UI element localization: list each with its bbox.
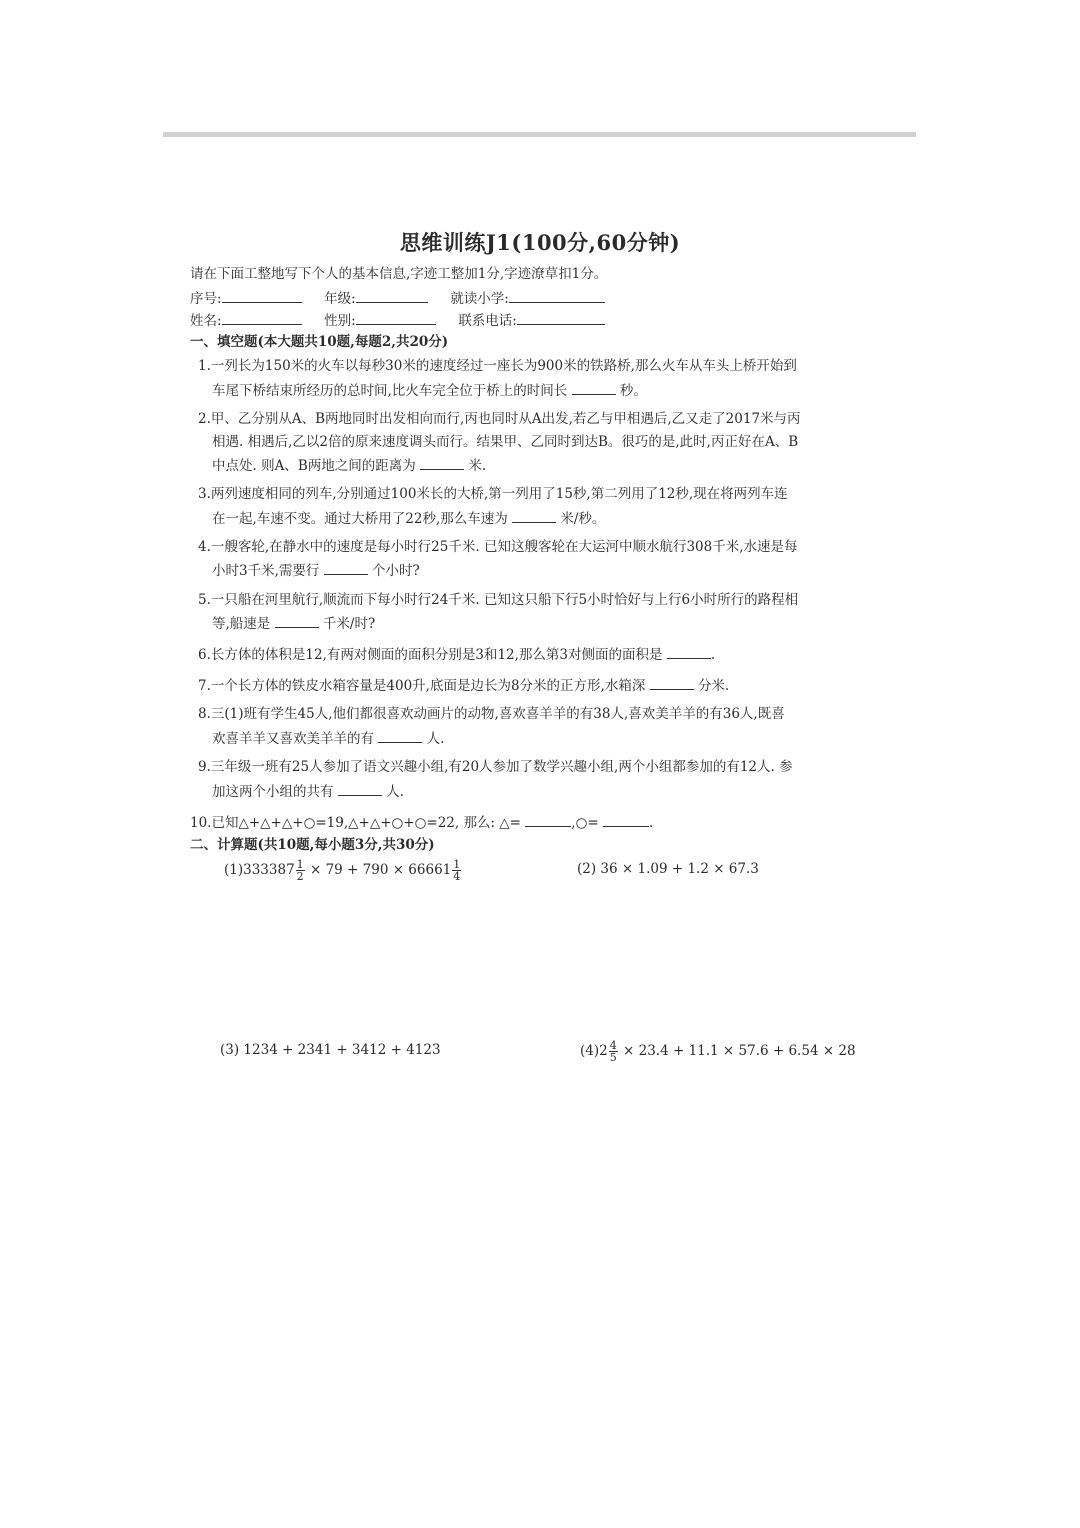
answer-blank-10b[interactable] (603, 812, 649, 827)
grade-label: 年级: (324, 291, 356, 307)
answer-blank-3[interactable] (512, 508, 556, 523)
question-4-line-1: 4.一艘客轮,在静水中的速度是每小时行25千米. 已知这艘客轮在大运河中顺水航行308千米,水速是每 (198, 539, 798, 555)
answer-blank-5[interactable] (275, 613, 319, 628)
question-8-line-1: 8.三(1)班有学生45人,他们都很喜欢动画片的动物,喜欢喜羊羊的有38人,喜欢美羊羊的有36人,既喜 (198, 706, 785, 722)
top-divider (163, 132, 916, 137)
question-9-line-1: 9.三年级一班有25人参加了语文兴趣小组,有20人参加了数学兴趣小组,两个小组都参加的有12人. 参 (198, 759, 793, 775)
gender-field[interactable] (356, 310, 436, 325)
grade-field[interactable] (356, 288, 428, 303)
question-4-line-2: 小时3千米,需要行 个小时? (212, 560, 420, 580)
answer-blank-4[interactable] (324, 560, 368, 575)
phone-field[interactable] (517, 310, 605, 325)
page-title: 思维训练J1(100分,60分钟) (399, 230, 681, 255)
question-9-line-2: 加这两个小组的共有 人. (212, 781, 404, 801)
answer-blank-7[interactable] (650, 675, 694, 690)
question-2-line-3: 中点处. 则A、B两地之间的距离为 米. (212, 455, 486, 475)
calc-problem-3: (3) 1234 + 2341 + 3412 + 4123 (220, 1042, 441, 1058)
fraction: $\frac{1}{2}$ (296, 858, 304, 883)
school-label: 就读小学: (450, 291, 509, 307)
question-1-line-2: 车尾下桥结束所经历的总时间,比火车完全位于桥上的时间长 秒。 (212, 380, 647, 400)
question-8-line-2: 欢喜羊羊又喜欢美羊羊的有 人. (212, 728, 444, 748)
section2-title: 二、计算题(共10题,每小题3分,共30分) (190, 837, 435, 853)
question-2-line-2: 相遇. 相遇后,乙以2倍的原来速度调头而行。结果甲、乙同时到达B。很巧的是,此时,丙正好在A、B (212, 434, 799, 450)
answer-blank-9[interactable] (338, 781, 382, 796)
name-field[interactable] (222, 310, 302, 325)
answer-blank-6[interactable] (667, 644, 711, 659)
name-label: 姓名: (190, 313, 222, 329)
question-10: 10.已知△+△+△+○=19,△+△+○+○=22, 那么: △= ,○= . (190, 812, 653, 832)
answer-blank-1[interactable] (572, 380, 616, 395)
calc-problem-1: (1)333387 $\frac{1}{2}$ × 79 + 790 × 66661 $\frac{1}{4}$ (224, 858, 461, 883)
question-2-line-1: 2.甲、乙分别从A、B两地同时出发相向而行,丙也同时从A出发,若乙与甲相遇后,乙又走了2017米与丙 (198, 411, 801, 427)
fraction: $\frac{4}{5}$ (609, 1039, 617, 1064)
answer-blank-10a[interactable] (525, 812, 571, 827)
question-7: 7.一个长方体的铁皮水箱容量是400升,底面是边长为8分米的正方形,水箱深 分米. (198, 675, 729, 695)
serial-label: 序号: (190, 291, 222, 307)
answer-blank-8[interactable] (378, 728, 422, 743)
question-1-line-1: 1.一列长为150米的火车以每秒30米的速度经过一座长为900米的铁路桥,那么火车从车头上桥开始到 (198, 358, 797, 374)
instruction-text: 请在下面工整地写下个人的基本信息,字迹工整加1分,字迹潦草扣1分。 (190, 266, 608, 282)
serial-field[interactable] (222, 288, 302, 303)
question-3-line-2: 在一起,车速不变。通过大桥用了22秒,那么车速为 米/秒。 (212, 508, 605, 528)
question-6: 6.长方体的体积是12,有两对侧面的面积分别是3和12,那么第3对侧面的面积是 . (198, 644, 715, 664)
phone-label: 联系电话: (458, 313, 517, 329)
question-3-line-1: 3.两列速度相同的列车,分别通过100米长的大桥,第一列用了15秒,第二列用了12秒,现在将两列车连 (198, 486, 788, 502)
question-5-line-2: 等,船速是 千米/时? (212, 613, 375, 633)
fraction: $\frac{1}{4}$ (453, 858, 461, 883)
info-row-2 (190, 310, 605, 330)
school-field[interactable] (509, 288, 605, 303)
info-row-1 (190, 288, 605, 308)
gender-label: 性别: (324, 313, 356, 329)
section1-title: 一、填空题(本大题共10题,每题2,共20分) (190, 334, 449, 350)
calc-problem-4: (4)2 $\frac{4}{5}$ × 23.4 + 11.1 × 57.6 + 6.54 × 28 (580, 1039, 856, 1064)
answer-blank-2[interactable] (420, 455, 464, 470)
calc-problem-2: (2) 36 × 1.09 + 1.2 × 67.3 (577, 861, 759, 877)
question-5-line-1: 5.一只船在河里航行,顺流而下每小时行24千米. 已知这只船下行5小时恰好与上行6小时所行的路程相 (198, 592, 799, 608)
